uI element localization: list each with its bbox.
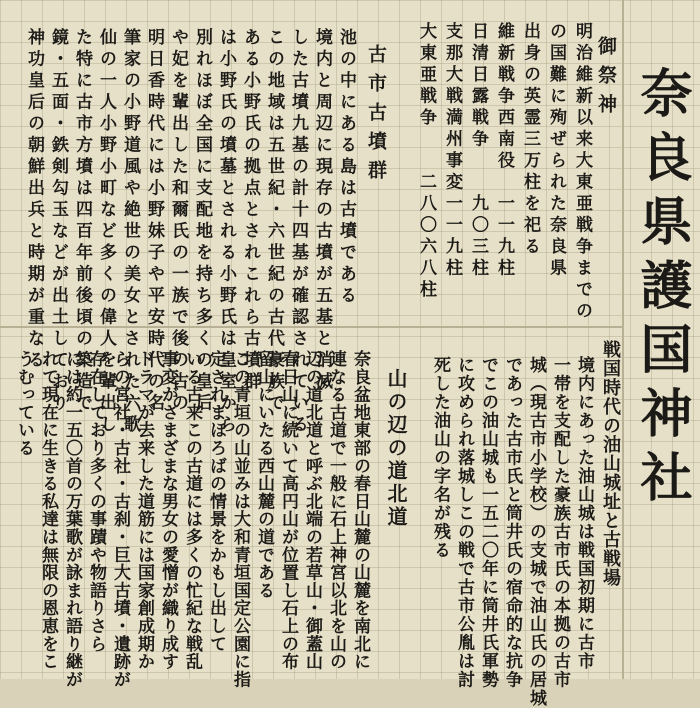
yamanobe-line: れて現在に生きる私達は無限の恩恵をこ <box>38 350 58 671</box>
kofun-line: や妃を輩出した和爾氏の一族で後の古の <box>168 28 188 415</box>
castle-line: に攻められ落城しこの戦で古市公胤は討 <box>454 356 474 689</box>
yamanobe-line: 事変がさまざまな男女の愛憎が織り成す <box>158 350 178 671</box>
yamanobe-line: 辺の道北道と呼ぶ北端の若草山・御蓋山 <box>302 350 322 671</box>
section-castle <box>420 332 622 708</box>
kofun-heading: 古市古墳群 <box>365 44 387 189</box>
gosaijin-line: 出身の英霊三万柱を祀る <box>520 22 540 259</box>
gosaijin-line: 大東亜戦争 二八〇六八柱 <box>416 22 436 302</box>
yamanobe-heading: 山の辺の道北道 <box>384 368 408 529</box>
castle-line: 城（現古市小学校）の支城で油山氏の居城 <box>526 356 546 708</box>
yamanobe-line: 春日山に続いて高円山が位置し石上の布 <box>278 350 298 671</box>
kofun-line: 筆家の小野道風や絶世の美女とされた六歌 <box>120 28 140 437</box>
yamanobe-line: 奈良盆地東部の春日山麓の山麓を南北に <box>350 350 370 671</box>
gosaijin-line: 維新戦争西南役 一一九柱 <box>494 22 514 280</box>
kofun-line: ある小野氏の拠点とされこれら古墳群 <box>240 28 260 394</box>
gosaijin-line: 明治維新以来大東亜戦争までの <box>572 22 592 323</box>
castle-line: 死した油山の字名が残る <box>430 356 450 560</box>
gosaijin-line: 支那大戦満州事変一一九柱 <box>442 22 462 280</box>
kofun-line: 鏡・五面・鉄剣勾玉などが出土しており <box>48 28 68 415</box>
kofun-line: は小野氏の墳墓とされる小野氏は皇室から <box>216 28 236 437</box>
yamanobe-line: この青垣の山並みは大和青垣国定公園に指 <box>230 350 250 689</box>
yamanobe-line: 留山にいたる西山麓の道である <box>254 350 274 600</box>
sign-title: 奈良県護国神社 <box>631 66 692 514</box>
kofun-line: た特に古市方墳は四百年前後頃の築造で <box>72 28 92 415</box>
kofun-line: 境内と周辺に現存の古墳が五基と消滅 <box>312 28 332 394</box>
kofun-line: この地域は五世紀・六世紀の古代豪族で <box>264 28 284 415</box>
yamanobe-line: うむっている <box>14 350 34 457</box>
yamanobe-line: いる古来この古道には多くの忙紀な戦乱 <box>182 350 202 671</box>
kofun-line: 別れほぼ全国に支配地を持ち多くの皇后 <box>192 28 212 415</box>
kofun-line: 神功皇后の朝鮮出兵と時期が重なる <box>24 28 44 372</box>
kofun-line: 仙の一人小野小町など多くの偉人を輩出し <box>96 28 116 437</box>
gosaijin-heading: 御祭神 <box>595 36 617 123</box>
gosaijin-line: 日清日露戦争 九〇三柱 <box>468 22 488 280</box>
castle-line: 一帯を支配した豪族古市氏の本拠の古市 <box>550 356 570 689</box>
yamanobe-line: には約一五〇首の万葉歌が詠まれ語り継が <box>62 350 82 689</box>
section-yamanobe <box>0 332 420 689</box>
gosaijin-line: の国難に殉ぜられた奈良県 <box>546 22 566 280</box>
castle-heading: 戦国時代の油山城址と古戦場 <box>600 340 621 587</box>
kofun-line: 明日香時代には小野妹子や平安時代の名 <box>144 28 164 415</box>
yamanobe-line: 定されまほろばの情景をかもし出して <box>206 350 226 653</box>
kofun-line: 池の中にある島は古墳である <box>336 28 356 308</box>
yamanobe-line: らの宮社・古社・古刹・巨大古墳・遺跡が <box>110 350 130 689</box>
section-gosaijin <box>400 14 622 324</box>
yamanobe-line: 連なる古道で一般に石上神宮以北を山の <box>326 350 346 671</box>
castle-line: 境内にあった油山城は戦国初期に古市 <box>574 356 594 671</box>
yamanobe-line: ドラマが去来した道筋には国家創成期か <box>134 350 154 671</box>
kofun-line: した古墳九基の計十四基が確認されている <box>288 28 308 437</box>
castle-line: でこの油山城も一五二〇年に筒井氏軍勢 <box>478 356 498 689</box>
yamanobe-line: 存在しており多くの事蹟や物語りさら <box>86 350 106 653</box>
castle-line: であった古市氏と筒井氏の宿命的な抗争 <box>502 356 522 689</box>
